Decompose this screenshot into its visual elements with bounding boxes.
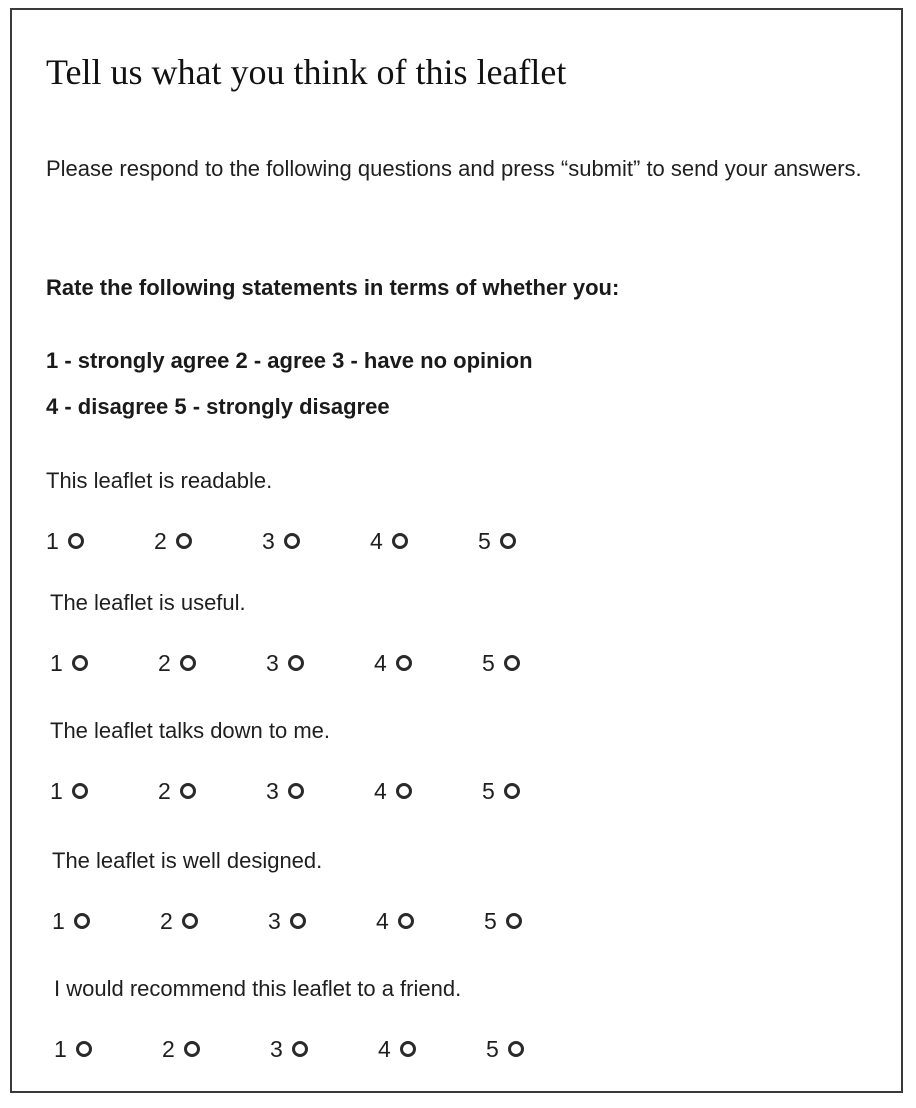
rating-option-3[interactable]	[266, 648, 374, 678]
radio-button[interactable]	[182, 913, 198, 929]
radio-button[interactable]	[72, 783, 88, 799]
rating-option-5[interactable]	[478, 526, 586, 556]
radio-button[interactable]	[176, 533, 192, 549]
rating-options	[50, 648, 850, 678]
radio-button[interactable]	[292, 1041, 308, 1057]
radio-button[interactable]	[396, 783, 412, 799]
radio-button[interactable]	[74, 913, 90, 929]
rating-option-2[interactable]	[158, 776, 266, 806]
rating-option-2[interactable]	[162, 1034, 270, 1064]
rating-options	[52, 906, 852, 936]
rating-option-4[interactable]	[378, 1034, 486, 1064]
rating-option-5[interactable]	[482, 776, 590, 806]
rating-option-label: 5	[486, 1036, 499, 1062]
rating-option-1[interactable]	[46, 526, 154, 556]
question-statement: The leaflet is well designed.	[52, 848, 323, 873]
rating-option-label: 5	[484, 908, 497, 934]
rating-option-label: 2	[158, 650, 171, 676]
rating-option-4[interactable]	[376, 906, 484, 936]
question-talks-down	[50, 716, 850, 806]
rating-option-label: 4	[374, 650, 387, 676]
question-statement: I would recommend this leaflet to a friend.	[54, 976, 462, 1001]
radio-button[interactable]	[398, 913, 414, 929]
rating-option-label: 2	[162, 1036, 175, 1062]
radio-button[interactable]	[504, 783, 520, 799]
rating-option-label: 4	[378, 1036, 391, 1062]
rating-option-3[interactable]	[270, 1034, 378, 1064]
rating-options	[54, 1034, 854, 1064]
radio-button[interactable]	[76, 1041, 92, 1057]
rating-option-label: 1	[50, 650, 63, 676]
form-title: Tell us what you think of this leaflet	[46, 52, 567, 92]
question-useful	[50, 588, 850, 678]
radio-button[interactable]	[68, 533, 84, 549]
rating-scale-legend	[46, 338, 533, 430]
rating-option-1[interactable]	[54, 1034, 162, 1064]
question-well-designed	[52, 846, 852, 936]
rating-option-3[interactable]	[262, 526, 370, 556]
radio-button[interactable]	[290, 913, 306, 929]
rating-option-label: 3	[266, 650, 279, 676]
rating-option-2[interactable]	[154, 526, 262, 556]
rating-option-label: 4	[374, 778, 387, 804]
radio-button[interactable]	[506, 913, 522, 929]
radio-button[interactable]	[288, 655, 304, 671]
question-statement: The leaflet is useful.	[50, 590, 246, 615]
question-readable	[46, 466, 846, 556]
question-recommend	[54, 974, 854, 1064]
scale-line-2: 4 - disagree 5 - strongly disagree	[46, 394, 390, 419]
rating-option-5[interactable]	[482, 648, 590, 678]
rating-instruction: Rate the following statements in terms of whether you:	[46, 275, 620, 300]
rating-option-4[interactable]	[370, 526, 478, 556]
rating-option-label: 3	[268, 908, 281, 934]
rating-option-label: 3	[262, 528, 275, 554]
radio-button[interactable]	[396, 655, 412, 671]
rating-option-label: 3	[266, 778, 279, 804]
rating-option-5[interactable]	[486, 1034, 594, 1064]
radio-button[interactable]	[400, 1041, 416, 1057]
rating-option-1[interactable]	[52, 906, 160, 936]
rating-option-label: 4	[376, 908, 389, 934]
survey-form	[10, 8, 903, 1093]
question-statement: This leaflet is readable.	[46, 468, 273, 493]
rating-option-label: 1	[46, 528, 59, 554]
radio-button[interactable]	[284, 533, 300, 549]
rating-option-1[interactable]	[50, 776, 158, 806]
radio-button[interactable]	[500, 533, 516, 549]
rating-option-label: 5	[482, 778, 495, 804]
rating-option-label: 5	[482, 650, 495, 676]
rating-option-5[interactable]	[484, 906, 592, 936]
radio-button[interactable]	[504, 655, 520, 671]
rating-option-label: 4	[370, 528, 383, 554]
radio-button[interactable]	[184, 1041, 200, 1057]
radio-button[interactable]	[180, 655, 196, 671]
radio-button[interactable]	[508, 1041, 524, 1057]
rating-option-label: 5	[478, 528, 491, 554]
rating-option-label: 1	[54, 1036, 67, 1062]
radio-button[interactable]	[392, 533, 408, 549]
rating-option-4[interactable]	[374, 776, 482, 806]
rating-option-3[interactable]	[266, 776, 374, 806]
radio-button[interactable]	[72, 655, 88, 671]
rating-option-2[interactable]	[158, 648, 266, 678]
rating-option-label: 2	[160, 908, 173, 934]
question-statement: The leaflet talks down to me.	[50, 718, 331, 743]
rating-option-2[interactable]	[160, 906, 268, 936]
rating-option-label: 1	[50, 778, 63, 804]
rating-options	[46, 526, 846, 556]
rating-option-label: 3	[270, 1036, 283, 1062]
rating-options	[50, 776, 850, 806]
scale-line-1: 1 - strongly agree 2 - agree 3 - have no opinion	[46, 348, 533, 373]
rating-option-3[interactable]	[268, 906, 376, 936]
radio-button[interactable]	[180, 783, 196, 799]
intro-text: Please respond to the following questions and press “submit” to send your answers.	[46, 156, 862, 181]
rating-option-4[interactable]	[374, 648, 482, 678]
rating-option-label: 1	[52, 908, 65, 934]
rating-option-label: 2	[158, 778, 171, 804]
rating-option-label: 2	[154, 528, 167, 554]
rating-option-1[interactable]	[50, 648, 158, 678]
radio-button[interactable]	[288, 783, 304, 799]
